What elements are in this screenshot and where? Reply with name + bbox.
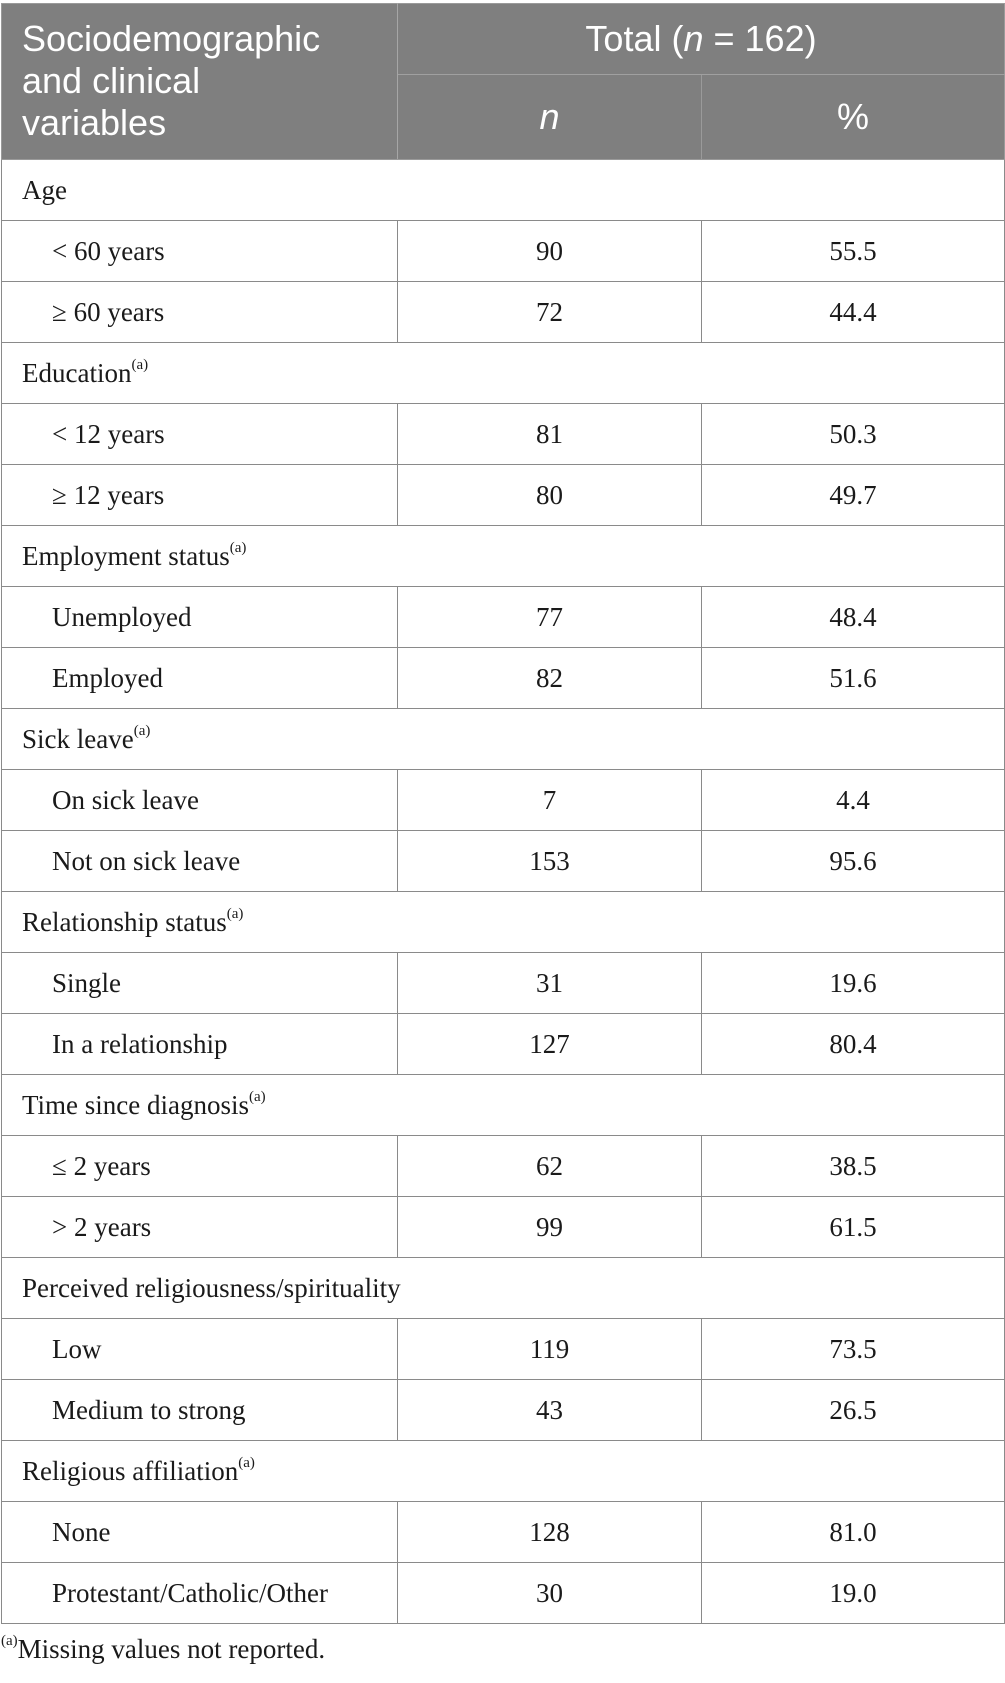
n-column-header: n [398,75,702,160]
group-row [2,1441,1005,1502]
row-label: On sick leave [2,770,398,831]
group-label: Time since diagnosis$^{(a)}$ [2,1075,1005,1136]
percent-value: 51.6 [702,648,1005,709]
header-line: and clinical [22,60,201,101]
n-value: 81 [398,404,702,465]
row-label: < 12 years [2,404,398,465]
group-row [2,1258,1005,1319]
table-row [2,1014,1005,1075]
table-row [2,1563,1005,1624]
row-label: ≥ 60 years [2,282,398,343]
header-line: variables [22,102,167,143]
table-row [2,1502,1005,1563]
percent-value: 26.5 [702,1380,1005,1441]
table-row [2,1197,1005,1258]
n-value: 127 [398,1014,702,1075]
row-label: Medium to strong [2,1380,398,1441]
table-row [2,1380,1005,1441]
percent-value: 80.4 [702,1014,1005,1075]
row-label: < 60 years [2,221,398,282]
n-value: 153 [398,831,702,892]
n-value: 7 [398,770,702,831]
n-value: 128 [398,1502,702,1563]
sociodemographic-table [1,3,1005,1624]
footnote-marker: (a) [229,539,247,556]
row-label: ≤ 2 years [2,1136,398,1197]
percent-value: 50.3 [702,404,1005,465]
group-row [2,343,1005,404]
footnote-marker: (a) [238,1454,255,1471]
percent-value: 38.5 [702,1136,1005,1197]
n-value: 43 [398,1380,702,1441]
table-row [2,465,1005,526]
table-row [2,1136,1005,1197]
table-footnote: $^{(a)}$Missing values not reported. [1,1633,326,1664]
row-label: Employed [2,648,398,709]
percent-value: 55.5 [702,221,1005,282]
group-label: Age [2,160,1005,221]
percent-value: 19.0 [702,1563,1005,1624]
row-label: In a relationship [2,1014,398,1075]
n-value: 119 [398,1319,702,1380]
table-row [2,404,1005,465]
percent-value: 44.4 [702,282,1005,343]
group-row [2,526,1005,587]
percent-value: 49.7 [702,465,1005,526]
row-label: Unemployed [2,587,398,648]
group-row [2,1075,1005,1136]
table-row [2,831,1005,892]
table-row [2,282,1005,343]
footnote-marker: (a) [133,722,151,739]
n-value: 31 [398,953,702,1014]
row-label: Not on sick leave [2,831,398,892]
table-row [2,770,1005,831]
group-row [2,709,1005,770]
n-value: 90 [398,221,702,282]
group-label: Religious affiliation$^{(a)}$ [2,1441,1005,1502]
percent-value: 4.4 [702,770,1005,831]
variables-column-header [2,4,398,160]
table-body [2,160,1005,1624]
group-label: Education$^{(a)}$ [2,343,1005,404]
table-container [0,3,1005,1665]
table-row [2,953,1005,1014]
percent-value: 48.4 [702,587,1005,648]
group-label: Relationship status$^{(a)}$ [2,892,1005,953]
footnote-marker: (a) [226,905,244,922]
group-label: Employment status$^{(a)}$ [2,526,1005,587]
table-row [2,587,1005,648]
n-value: 62 [398,1136,702,1197]
n-value: 82 [398,648,702,709]
percent-value: 95.6 [702,831,1005,892]
n-value: 72 [398,282,702,343]
group-row [2,892,1005,953]
table-row [2,221,1005,282]
footnote-marker: (a) [249,1088,266,1105]
footnote-marker: (a) [131,356,149,373]
row-label: Low [2,1319,398,1380]
percent-value: 61.5 [702,1197,1005,1258]
row-label: ≥ 12 years [2,465,398,526]
n-value: 77 [398,587,702,648]
row-label: Single [2,953,398,1014]
table-row [2,1319,1005,1380]
percent-column-header: % [702,75,1005,160]
percent-value: 19.6 [702,953,1005,1014]
n-value: 80 [398,465,702,526]
group-row [2,160,1005,221]
percent-value: 73.5 [702,1319,1005,1380]
total-column-header: Total (n = 162) [398,4,1005,75]
n-value: 30 [398,1563,702,1624]
group-label: Perceived religiousness/spirituality [2,1258,1005,1319]
group-label: Sick leave$^{(a)}$ [2,709,1005,770]
table-row [2,648,1005,709]
percent-value: 81.0 [702,1502,1005,1563]
row-label: None [2,1502,398,1563]
n-value: 99 [398,1197,702,1258]
header-line: Sociodemographic [22,18,321,59]
row-label: > 2 years [2,1197,398,1258]
row-label: Protestant/Catholic/Other [2,1563,398,1624]
